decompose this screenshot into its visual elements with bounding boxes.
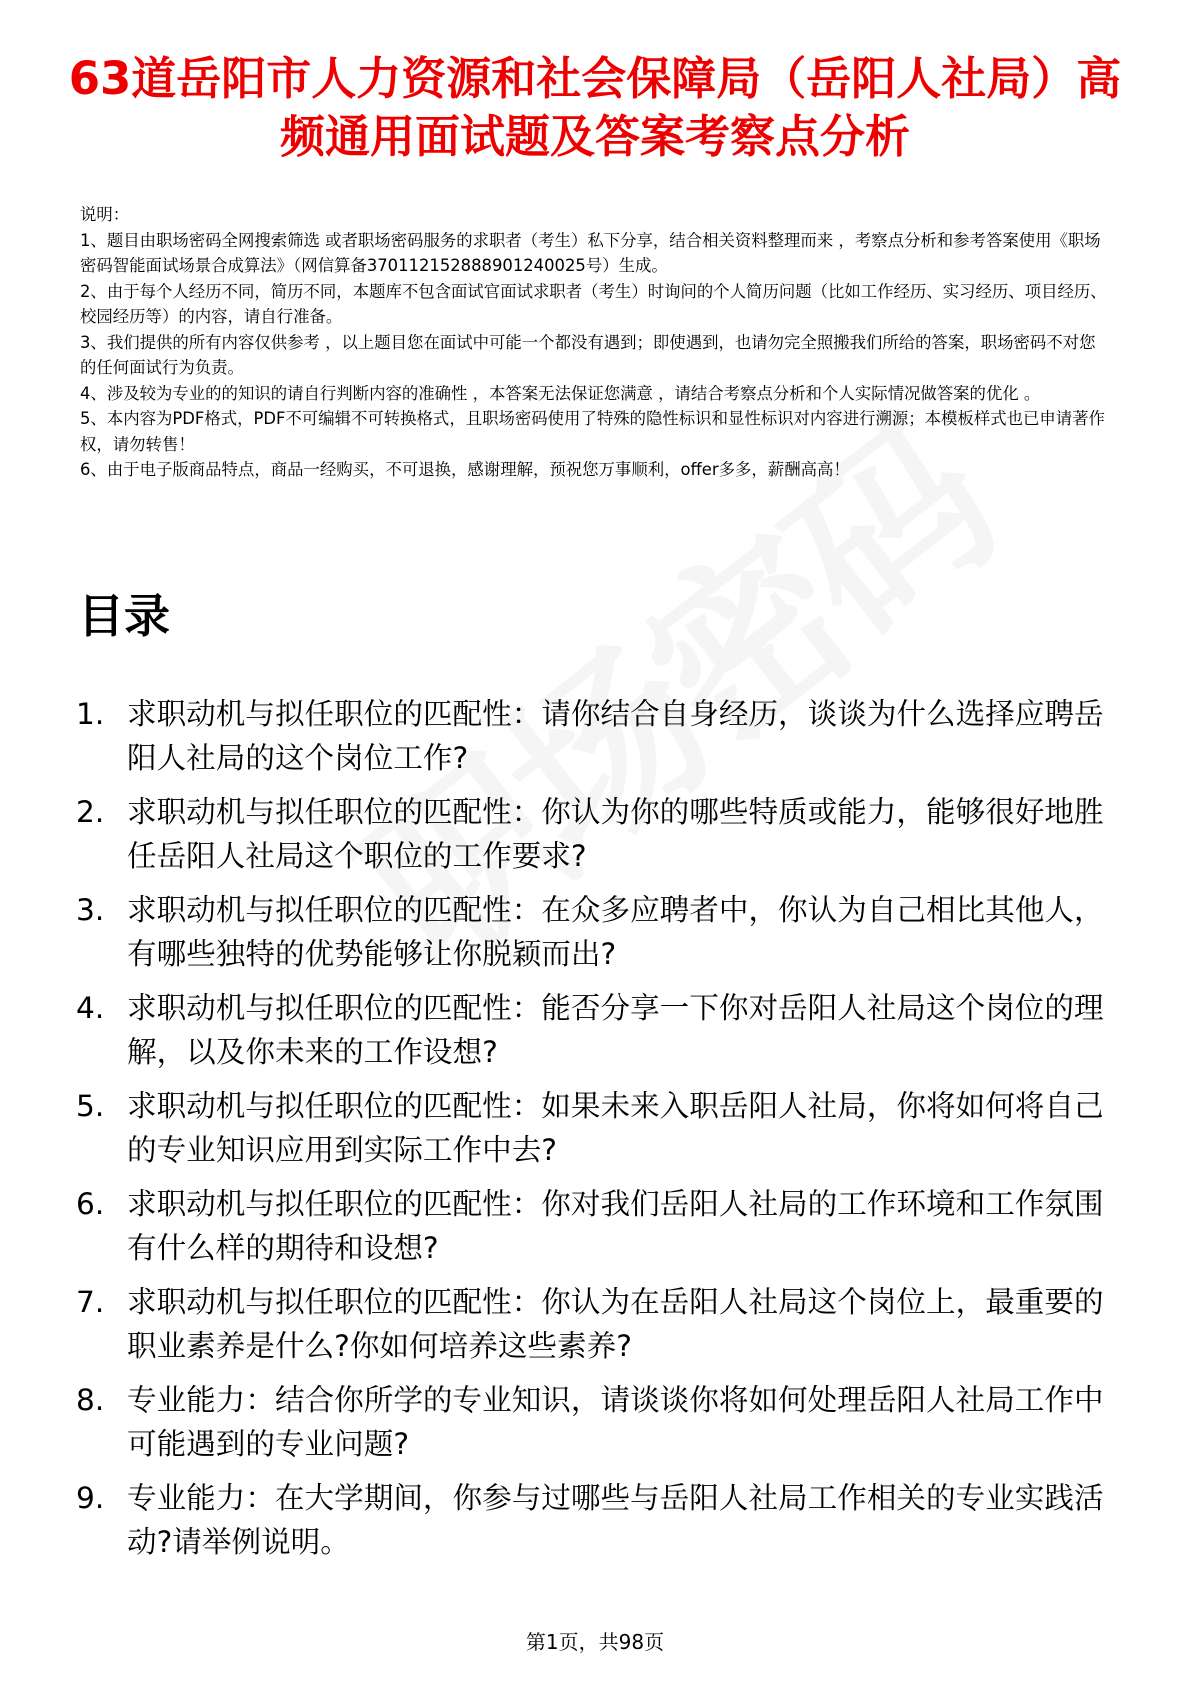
toc-item-text: 求职动机与拟任职位的匹配性：你认为你的哪些特质或能力，能够很好地胜任岳阳人社局这个职位的工作要求? bbox=[127, 795, 1104, 873]
note-item: 3、我们提供的所有内容仅供参考 ，以上题目您在面试中可能一个都没有遇到；即使遇到，也请勿完全照搬我们所给的答案，职场密码不对您的任何面试行为负责。 bbox=[80, 332, 1096, 377]
toc-item[interactable] bbox=[76, 1280, 1116, 1378]
toc-item-number: 6. bbox=[76, 1187, 105, 1221]
toc-item-number: 4. bbox=[76, 991, 105, 1025]
toc-item-text: 求职动机与拟任职位的匹配性：如果未来入职岳阳人社局，你将如何将自己的专业知识应用到实际工作中去? bbox=[127, 1089, 1104, 1167]
toc-item-number: 2. bbox=[76, 795, 105, 829]
toc-item-text: 求职动机与拟任职位的匹配性：你对我们岳阳人社局的工作环境和工作氛围有什么样的期待和设想? bbox=[127, 1187, 1104, 1265]
toc-item-text: 求职动机与拟任职位的匹配性：你认为在岳阳人社局这个岗位上，最重要的职业素养是什么?你如何培养这些素养? bbox=[127, 1285, 1104, 1363]
toc-item-text: 专业能力：在大学期间，你参与过哪些与岳阳人社局工作相关的专业实践活动?请举例说明。 bbox=[127, 1481, 1104, 1559]
toc-item-number: 8. bbox=[76, 1383, 105, 1417]
notes-heading: 说明： bbox=[80, 205, 130, 224]
toc-item-number: 5. bbox=[76, 1089, 105, 1123]
toc-item[interactable] bbox=[76, 888, 1116, 986]
toc-item-number: 3. bbox=[76, 893, 105, 927]
toc-item-text: 求职动机与拟任职位的匹配性：能否分享一下你对岳阳人社局这个岗位的理解，以及你未来的工作设想? bbox=[127, 991, 1104, 1069]
toc-item-number: 1. bbox=[76, 697, 105, 731]
toc-item[interactable] bbox=[76, 692, 1116, 790]
toc-item-number: 7. bbox=[76, 1285, 105, 1319]
toc-item-text: 求职动机与拟任职位的匹配性：请你结合自身经历，谈谈为什么选择应聘岳阳人社局的这个岗位工作? bbox=[127, 697, 1104, 775]
note-item: 2、由于每个人经历不同，简历不同，本题库不包含面试官面试求职者（考生）时询问的个人简历问题（比如工作经历、实习经历、项目经历、校园经历等）的内容，请自行准备。 bbox=[80, 281, 1107, 326]
toc-heading: 目录 bbox=[78, 589, 170, 643]
document-title: 63道岳阳市人力资源和社会保障局（岳阳人社局）高频通用面试题及答案考察点分析 bbox=[68, 52, 1122, 163]
toc-list bbox=[76, 692, 1116, 1574]
toc-item[interactable] bbox=[76, 790, 1116, 888]
toc-item-text: 求职动机与拟任职位的匹配性：在众多应聘者中，你认为自己相比其他人，有哪些独特的优势能够让你脱颖而出? bbox=[127, 893, 1104, 971]
toc-item[interactable] bbox=[76, 1378, 1116, 1476]
toc-item[interactable] bbox=[76, 1476, 1116, 1574]
page-number: 第1页，共98页 bbox=[525, 1630, 665, 1654]
toc-item[interactable] bbox=[76, 1182, 1116, 1280]
note-item: 1、题目由职场密码全网搜索筛选 或者职场密码服务的求职者（考生）私下分享，结合相关资料整理而来 ，考察点分析和参考答案使用《职场密码智能面试场景合成算法》（网信算备370112152888901240025号）生成。 bbox=[80, 230, 1101, 275]
toc-item-number: 9. bbox=[76, 1481, 105, 1515]
toc-item[interactable] bbox=[76, 986, 1116, 1084]
toc-item-text: 专业能力：结合你所学的专业知识，请谈谈你将如何处理岳阳人社局工作中可能遇到的专业问题? bbox=[127, 1383, 1104, 1461]
note-item: 6、由于电子版商品特点，商品一经购买，不可退换，感谢理解，预祝您万事顺利，offer多多，薪酬高高！ bbox=[80, 460, 850, 479]
notes-section bbox=[80, 202, 1110, 483]
toc-item[interactable] bbox=[76, 1084, 1116, 1182]
note-item: 5、本内容为PDF格式，PDF不可编辑不可转换格式，且职场密码使用了特殊的隐性标识和显性标识对内容进行溯源；本模板样式也已申请著作权，请勿转售！ bbox=[80, 409, 1105, 454]
note-item: 4、涉及较为专业的的知识的请自行判断内容的准确性 ，本答案无法保证您满意 ，请结合考察点分析和个人实际情况做答案的优化 。 bbox=[80, 383, 1041, 403]
